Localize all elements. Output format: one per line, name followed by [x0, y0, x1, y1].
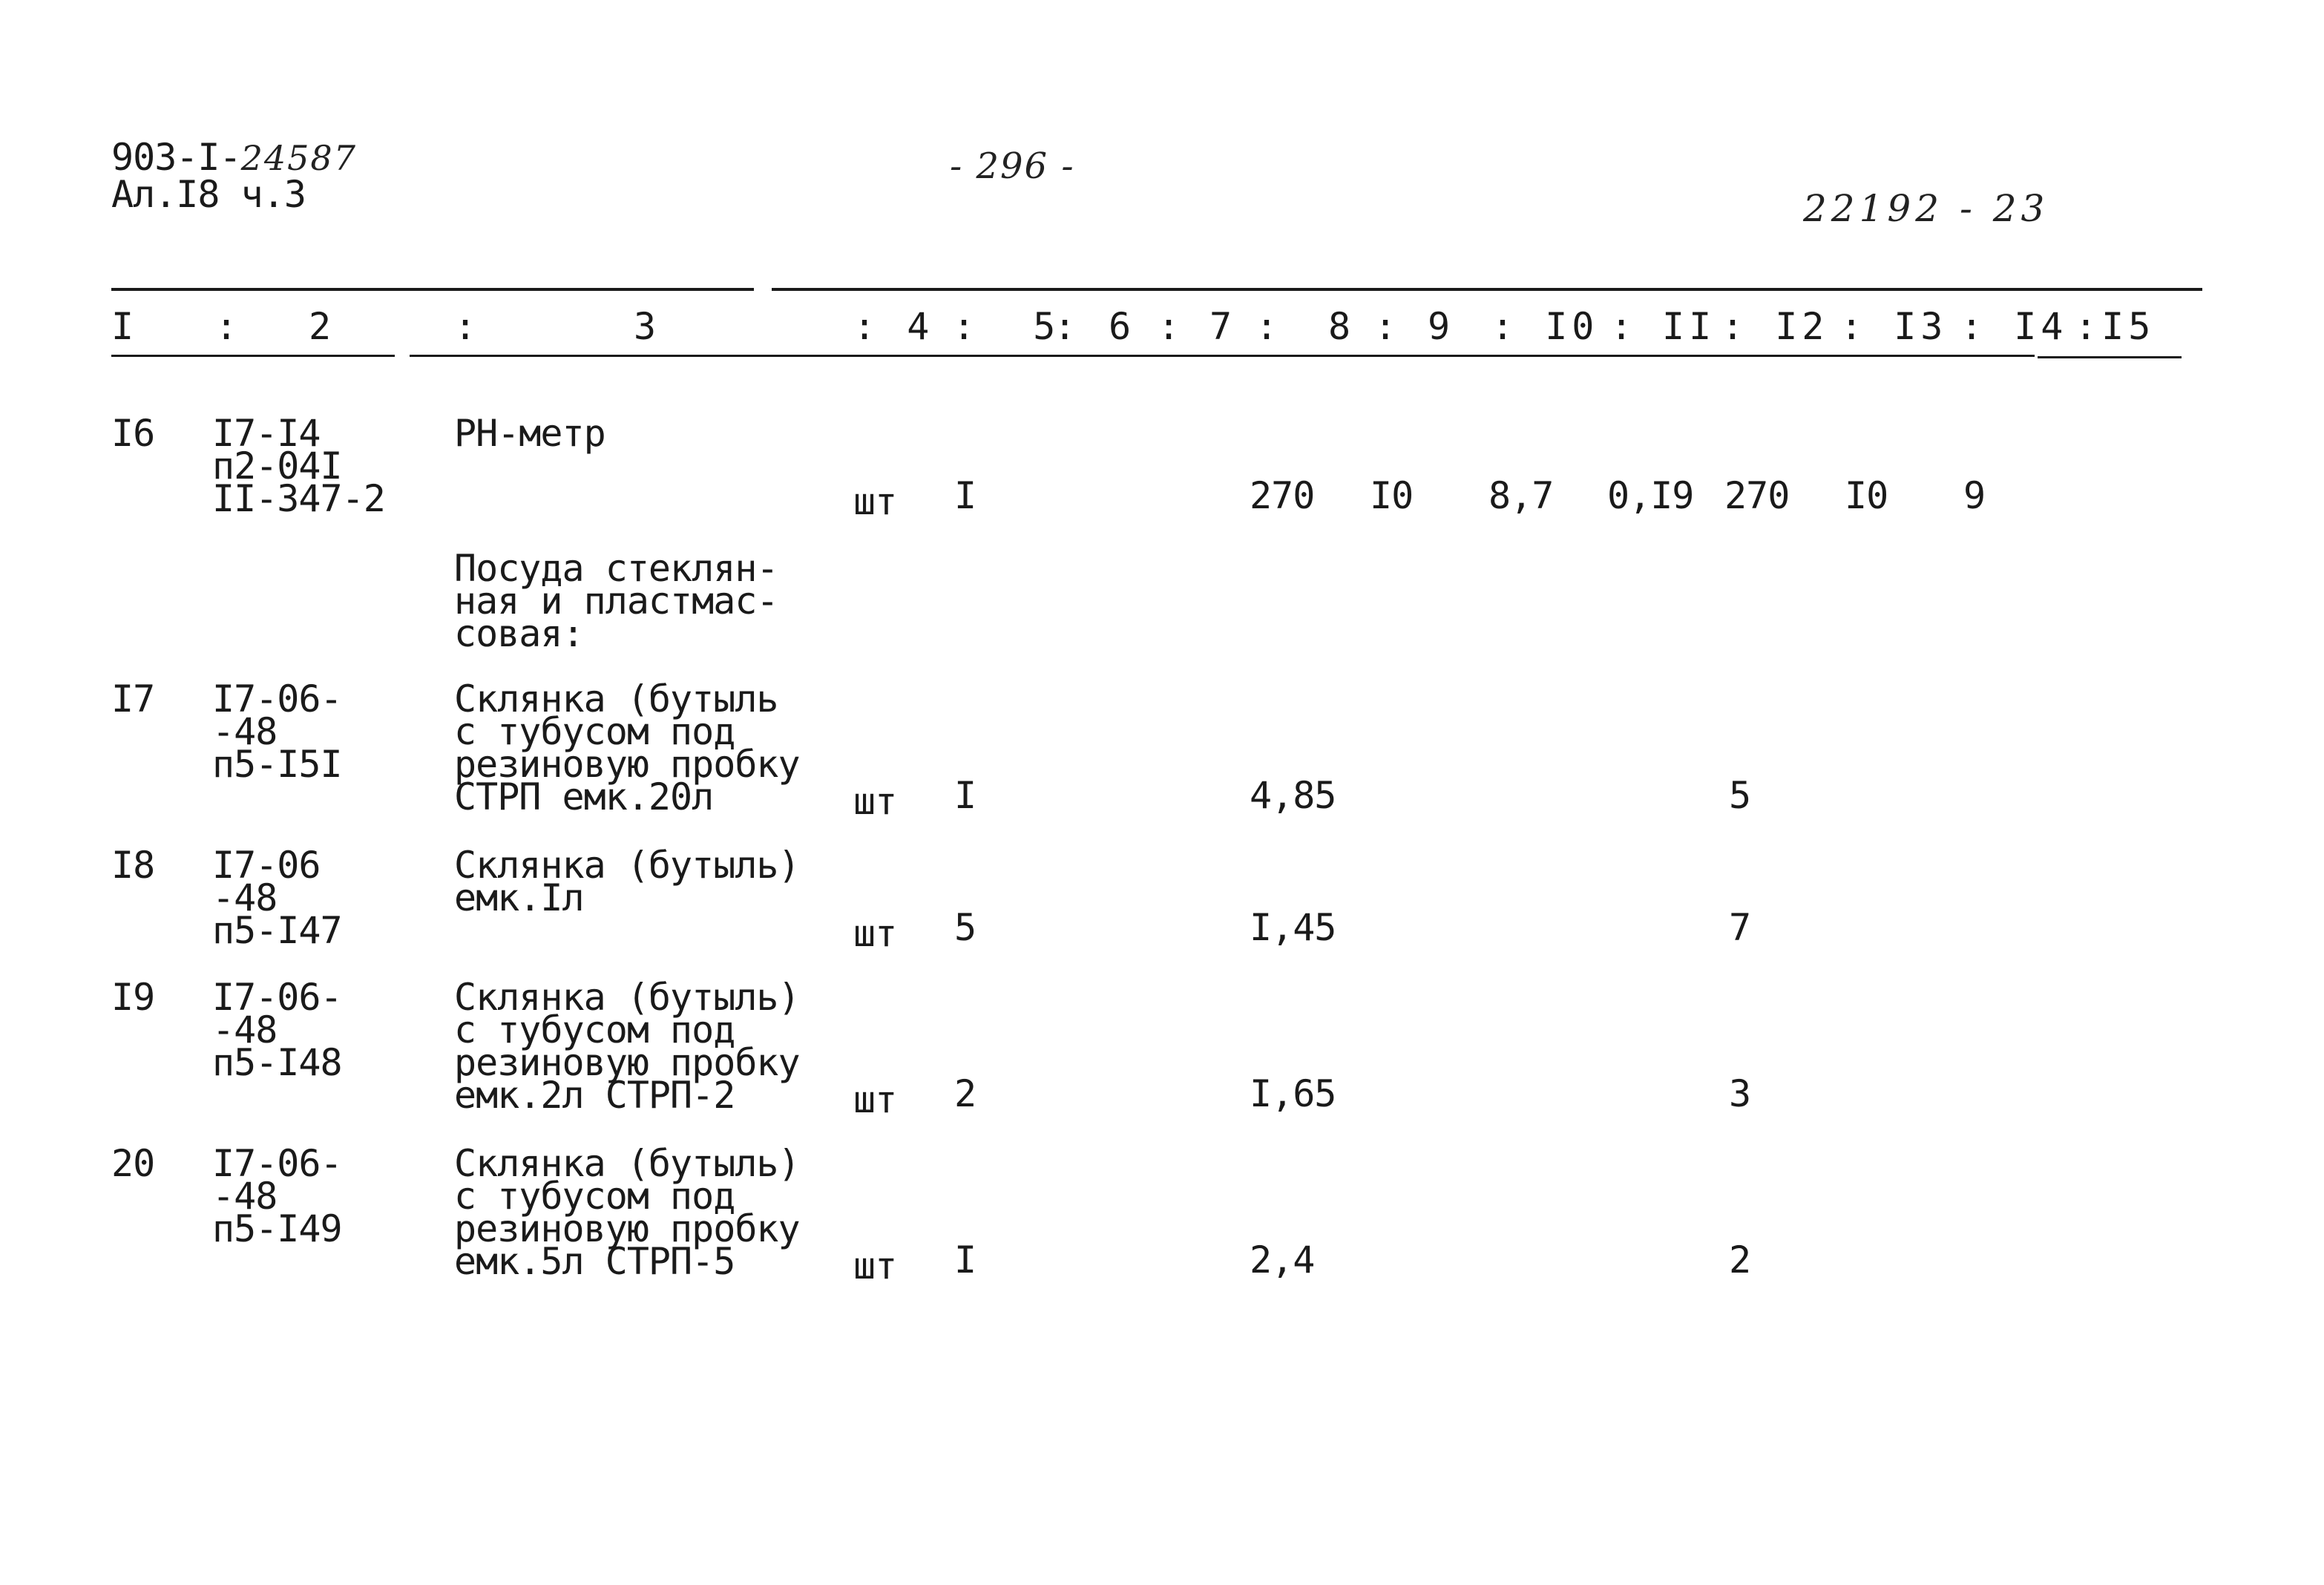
row-code: I7-06- -48 п5-I48 — [212, 976, 342, 1084]
col-header-8: 8 — [1328, 305, 1356, 348]
col-header-sep: : — [1255, 305, 1283, 348]
col-header-11: II — [1662, 305, 1716, 348]
row-quantity: I — [954, 474, 976, 517]
row-quantity: I — [954, 774, 976, 817]
row-col12: 5 — [1729, 774, 1751, 817]
col-header-sep: : — [1054, 305, 1081, 348]
col-header-sep: : — [1158, 305, 1185, 348]
row-unit: шт — [853, 480, 897, 523]
col-header-1: I — [111, 305, 139, 348]
row-number: I6 — [111, 412, 155, 455]
row-name: Склянка (бутыль) с тубусом под резиновую пробку емк.5л СТРП-5 — [454, 1142, 800, 1283]
col-header-sep: : — [215, 305, 243, 348]
col-header-10: : I0 — [1491, 305, 1599, 348]
row-unit: шт — [853, 780, 897, 823]
row-col8: 2,4 — [1250, 1238, 1315, 1282]
col-header-9: 9 — [1428, 305, 1455, 348]
row-quantity: 2 — [954, 1072, 976, 1115]
row-name: Склянка (бутыль) емк.Iл — [454, 844, 800, 919]
row-col11: 0,I9 — [1607, 474, 1694, 517]
row-unit: шт — [853, 1244, 897, 1287]
col-header-2: 2 — [309, 305, 336, 348]
row-col9: I0 — [1370, 474, 1414, 517]
document-code-handwritten: 24587 — [240, 138, 357, 178]
col-header-15: :I5 — [2075, 305, 2156, 348]
header-underline — [2038, 356, 2182, 358]
row-number: I9 — [111, 976, 155, 1019]
document-code — [111, 136, 357, 179]
row-quantity: 5 — [954, 906, 976, 949]
row-name: Склянка (бутыль с тубусом под резиновую пробку СТРП емк.20л — [454, 677, 800, 818]
row-col12: 270 — [1724, 474, 1790, 517]
col-header-sep: : — [1610, 305, 1638, 348]
header-underline — [111, 355, 395, 357]
row-code: I7-06- -48 п5-I5I — [212, 677, 342, 786]
header-underline — [410, 355, 2035, 357]
row-col12: 3 — [1729, 1072, 1751, 1115]
row-number: 20 — [111, 1142, 155, 1185]
top-rule-right — [772, 288, 2202, 291]
row-col10: 8,7 — [1488, 474, 1554, 517]
row-code: I7-I4 п2-04I II-347-2 — [212, 412, 385, 520]
row-col12: 2 — [1729, 1238, 1751, 1282]
col-header-13: : I3 — [1840, 305, 1948, 348]
row-unit: шт — [853, 1078, 897, 1121]
row-code: I7-06- -48 п5-I49 — [212, 1142, 342, 1250]
row-name: РН-метр — [454, 412, 605, 455]
sheet-section: Ал.I8 ч.3 — [111, 173, 306, 216]
row-quantity: I — [954, 1238, 976, 1282]
top-rule-left — [111, 288, 754, 291]
row-col13: I0 — [1845, 474, 1888, 517]
sheet-reference: 22192 - 23 — [1803, 187, 2049, 230]
row-code: I7-06 -48 п5-I47 — [212, 844, 342, 952]
page-number: - 296 - — [950, 145, 1075, 187]
row-col14: 9 — [1963, 474, 1986, 517]
row-col8: I,45 — [1250, 906, 1336, 949]
row-col8: 270 — [1250, 474, 1315, 517]
col-header-sep: : — [454, 305, 482, 348]
col-header-3: 3 — [634, 305, 661, 348]
row-unit: шт — [853, 912, 897, 955]
row-col8: I,65 — [1250, 1072, 1336, 1115]
col-header-sep: : — [1374, 305, 1402, 348]
col-header-14: : I4 — [1960, 305, 2068, 348]
col-header-7: 7 — [1209, 305, 1237, 348]
document-code-prefix: 903-I- — [111, 136, 241, 179]
row-name: Склянка (бутыль) с тубусом под резиновую пробку емк.2л СТРП-2 — [454, 976, 800, 1117]
row-number: I8 — [111, 844, 155, 887]
section-heading: Посуда стеклян- ная и пластмас- совая: — [454, 547, 778, 655]
col-header-4: : 4 — [853, 305, 934, 348]
row-col8: 4,85 — [1250, 774, 1336, 817]
col-header-12: : I2 — [1721, 305, 1829, 348]
col-header-5: : 5 — [953, 305, 1060, 348]
row-number: I7 — [111, 677, 155, 721]
col-header-6: 6 — [1109, 305, 1136, 348]
row-col12: 7 — [1729, 906, 1751, 949]
